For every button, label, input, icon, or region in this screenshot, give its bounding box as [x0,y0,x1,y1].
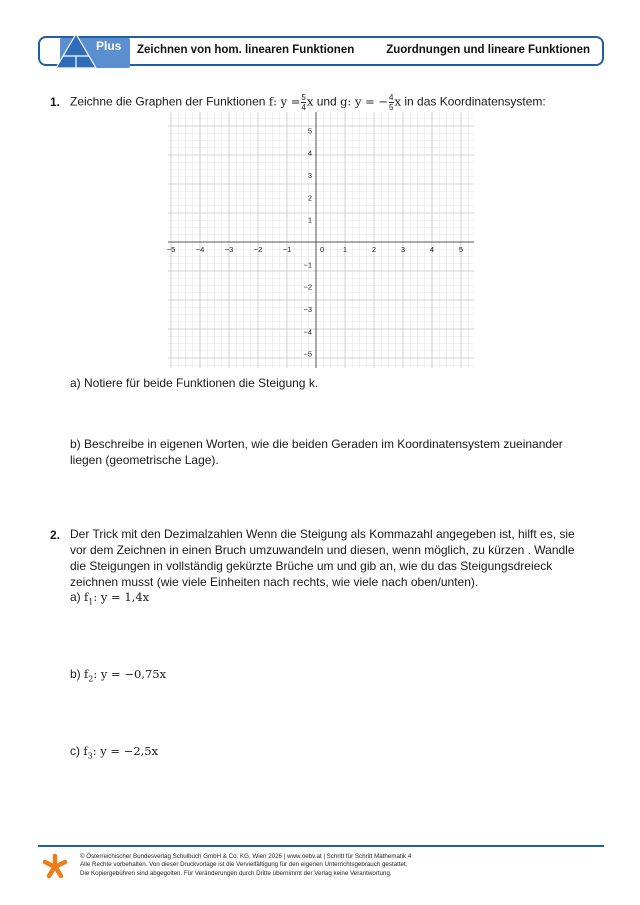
f-denominator: 4 [301,103,306,112]
task2-c [70,743,158,764]
y-tick-label: 4 [307,148,312,158]
footer-line2: Alle Rechte vorbehalten. Von dieser Druckvorlage ist die Vervielfältigung für den eigenen Unterrichtsgebrauch gestattet. [80,861,408,869]
g-label: g: y = − [340,94,389,109]
task1-intro-b: in das Koordinatensystem: [404,94,546,109]
footer-text [80,853,411,878]
g-denominator: 5 [389,103,394,112]
x-tick-label: 4 [429,245,435,254]
origin-label: 0 [320,245,325,254]
task2-c-label: c) [70,744,80,758]
x-tick-label: 1 [342,245,348,254]
task2-a-func: f [84,590,89,604]
footer-divider [38,845,604,847]
task2-line2: vor dem Zeichnen in einen Bruch umzuwandeln und diesen, wenn möglich, zu kürzen . Wandle [70,543,575,557]
publisher-asterisk-icon [42,853,68,879]
y-tick-label: 1 [307,215,312,225]
x-tick-label: 3 [400,245,406,254]
task2-a-expr: : y = 1,4x [93,590,150,604]
task2-a-label: a) [70,590,81,604]
y-tick-label: 5 [307,126,312,136]
task2-c-func: f [83,744,88,758]
f-label: f: y = [268,94,301,109]
task2-c-expr: : y = −2,5x [92,744,159,758]
footer-line1: © Österreichischer Bundesverlag Schulbuch GmbH & Co. KG, Wien 2026 | www.oebv.at | Schritt für Schritt Mathematik 4 [80,853,412,860]
x-tick-label: −3 [224,245,234,254]
x-tick-label: 5 [458,245,464,254]
task2-a [70,589,149,610]
f-tail: x [306,94,314,109]
x-tick-label: −4 [195,245,205,254]
g-tail: x [394,94,401,109]
task2-b-label: b) [70,667,81,681]
task1-part-b-line1: b) Beschreibe in eigenen Worten, wie die beiden Geraden im Koordinatensystem zueinander [70,437,563,451]
y-tick-label: −1 [303,260,312,270]
task2-b-expr: : y = −0,75x [93,667,167,681]
y-tick-label: −3 [303,304,312,314]
task1-part-b-line2: liegen (geometrische Lage). [70,453,219,467]
x-tick-label: −2 [253,245,263,254]
coordinate-system [168,112,474,368]
g-fraction [389,93,393,112]
y-tick-label: 3 [307,171,312,181]
task2-line4: zeichnen musst (wie viele Einheiten nach rechts, wie viele nach oben/unten). [70,575,479,589]
g-numerator: 4 [389,93,394,102]
header-left-title: Zeichnen von hom. linearen Funktionen [137,44,355,56]
task2-number: 2. [50,528,61,542]
task2-line1: Der Trick mit den Dezimalzahlen Wenn die Steigung als Kommazahl angegeben ist, hilft es, sie [70,527,575,541]
logo-text: Plus [96,39,122,53]
f-numerator: 5 [301,93,306,102]
y-tick-label: −4 [303,327,312,337]
y-tick-label: −5 [303,349,312,359]
task2-line3: die Steigungen in vollständig gekürzte Brüche um und gib an, wie du das Steigungsdreieck [70,559,553,573]
x-tick-label: −1 [282,245,292,254]
plus-logo [52,32,130,70]
task1-intro [70,93,546,112]
task1-part-a: a) Notiere für beide Funktionen die Steigung k. [70,376,319,390]
y-tick-label: 2 [307,193,312,203]
x-tick-label: −5 [166,245,176,254]
und-text: und [316,94,337,109]
footer-line3: Die Kopiergebühren sind abgegolten. Für Veränderungen durch Dritte übernimmt der Verlag keine Verantwortung. [80,869,392,877]
task2-b-sub: 2 [88,674,94,684]
task2-b-func: f [84,667,89,681]
task1-intro-a: Zeichne die Graphen der Funktionen [70,94,266,109]
header-right-title: Zuordnungen und lineare Funktionen [386,44,590,56]
y-tick-label: −2 [303,282,312,292]
task2-b [70,666,166,687]
f-fraction [301,93,305,112]
task2-c-sub: 3 [87,751,93,761]
task1-number: 1. [50,95,61,109]
x-tick-label: 2 [371,245,377,254]
task2-a-sub: 1 [88,597,94,607]
